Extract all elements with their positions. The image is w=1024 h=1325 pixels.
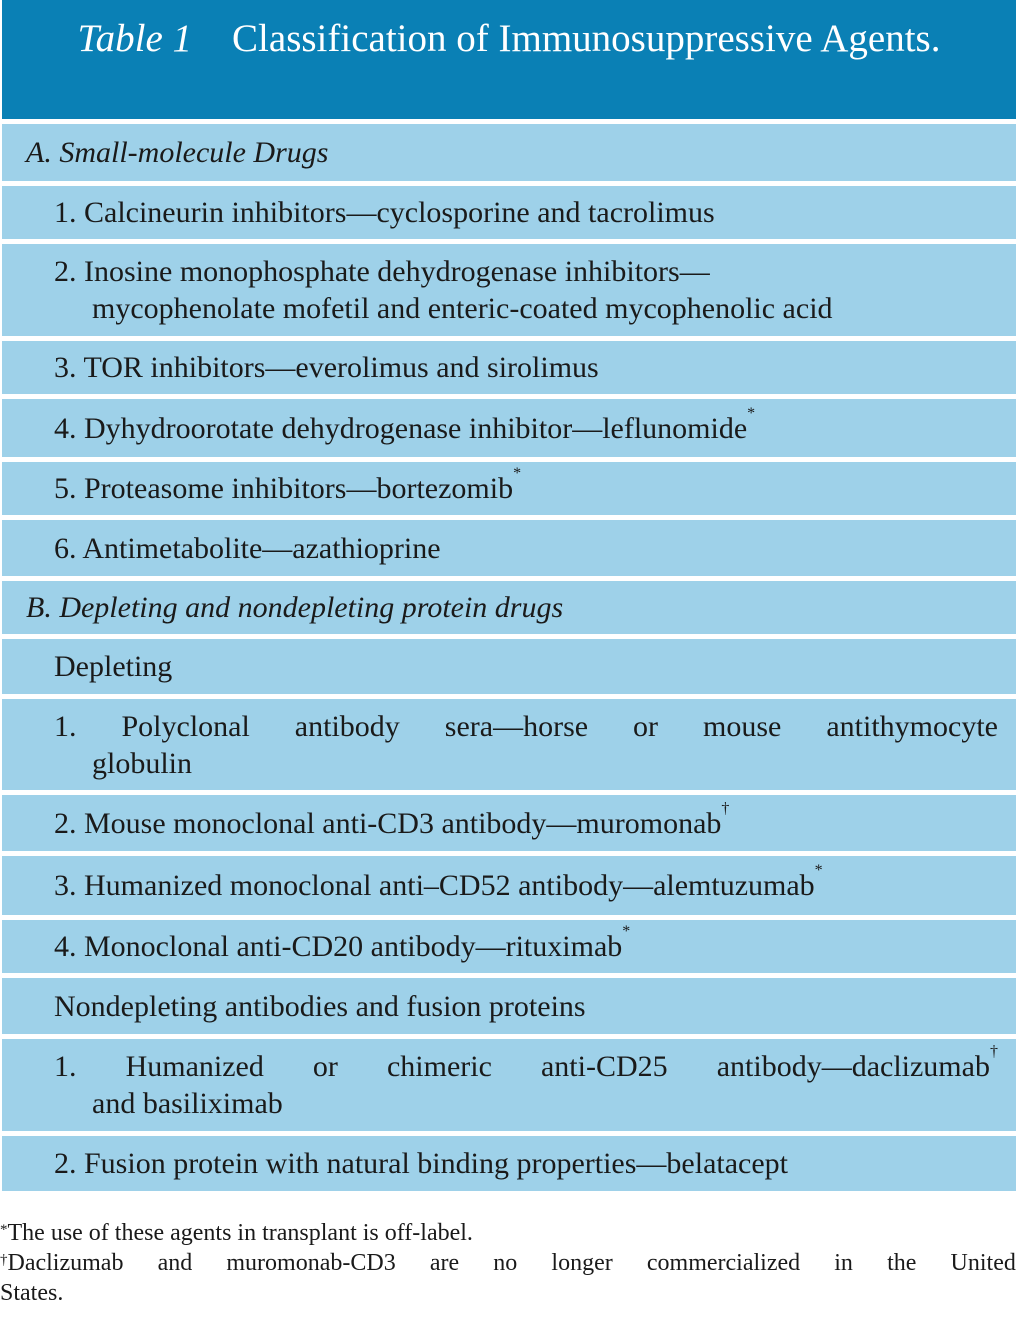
row-text: 2. Fusion protein with natural binding properties—belatacept: [54, 1147, 789, 1180]
table-row: [2, 915, 1016, 973]
table-row: [2, 457, 1016, 515]
table-row: [2, 239, 1016, 336]
row-text-line2: globulin: [92, 746, 193, 780]
row-text: 6. Antimetabolite—azathioprine: [54, 531, 441, 565]
footnote-mark: *: [814, 862, 823, 879]
table-title-bar: [2, 0, 1016, 119]
section-heading-small-molecule: A. Small-molecule Drugs: [2, 119, 1016, 181]
table-row: [2, 1034, 1016, 1131]
table-row: [2, 694, 1016, 790]
footnote-mark: †: [989, 1043, 998, 1060]
table-row: [2, 790, 1016, 851]
section-heading-protein-drugs: B. Depleting and nondepleting protein drugs: [2, 576, 1016, 634]
table-row: [2, 181, 1016, 239]
row-text: 4. Monoclonal anti-CD20 antibody—rituximab: [54, 930, 623, 963]
table-row: [2, 336, 1016, 394]
footnote-offlabel: *The use of these agents in transplant is off-label.: [0, 1220, 473, 1246]
row-text: 3. Humanized monoclonal anti–CD52 antibody—alemtuzumab: [54, 869, 815, 902]
table-title: Classification of Immunosuppressive Agents.: [232, 17, 941, 60]
footnote-mark: †: [721, 799, 730, 817]
table-row: [2, 851, 1016, 915]
row-text-line1: 2. Inosine monophosphate dehydrogenase inhibitors—: [54, 255, 710, 288]
classification-table: [2, 0, 1016, 1191]
row-text: 4. Dyhydroorotate dehydrogenase inhibitor—leflunomide: [54, 411, 748, 445]
table-row: [2, 394, 1016, 457]
row-text-line2: mycophenolate mofetil and enteric-coated mycophenolic acid: [92, 292, 833, 325]
footnote-symbol-dagger: †: [0, 1252, 8, 1268]
table-row: [2, 1131, 1016, 1191]
row-text: 2. Mouse monoclonal anti-CD3 antibody—muromonab: [54, 806, 722, 840]
row-text-line1: 1. Humanized or chimeric anti-CD25 antibody—daclizumab†: [54, 1043, 998, 1083]
footnote-symbol-star: *: [0, 1222, 8, 1238]
footnote-discontinued-line2: States.: [0, 1280, 64, 1306]
footnotes: [0, 1218, 1016, 1308]
row-text-line1: 1. Polyclonal antibody sera—horse or mouse antithymocyte: [54, 709, 998, 743]
row-text: 5. Proteasome inhibitors—bortezomib: [54, 472, 514, 505]
footnote-mark: *: [513, 465, 522, 482]
footnote-mark: *: [622, 923, 631, 940]
footnote-mark: *: [747, 404, 756, 422]
row-text: 1. Calcineurin inhibitors—cyclosporine and tacrolimus: [54, 196, 715, 229]
table-label: Table 1: [77, 17, 193, 60]
table-row: [2, 515, 1016, 576]
row-text-line2: and basiliximab: [92, 1087, 283, 1120]
subheading-depleting: Depleting: [2, 634, 1016, 694]
row-text: 3. TOR inhibitors—everolimus and sirolimus: [54, 351, 599, 384]
footnote-discontinued: †Daclizumab and muromonab-CD3 are no longer commercialized in the United: [0, 1250, 1016, 1276]
subheading-nondepleting: Nondepleting antibodies and fusion proteins: [2, 973, 1016, 1034]
